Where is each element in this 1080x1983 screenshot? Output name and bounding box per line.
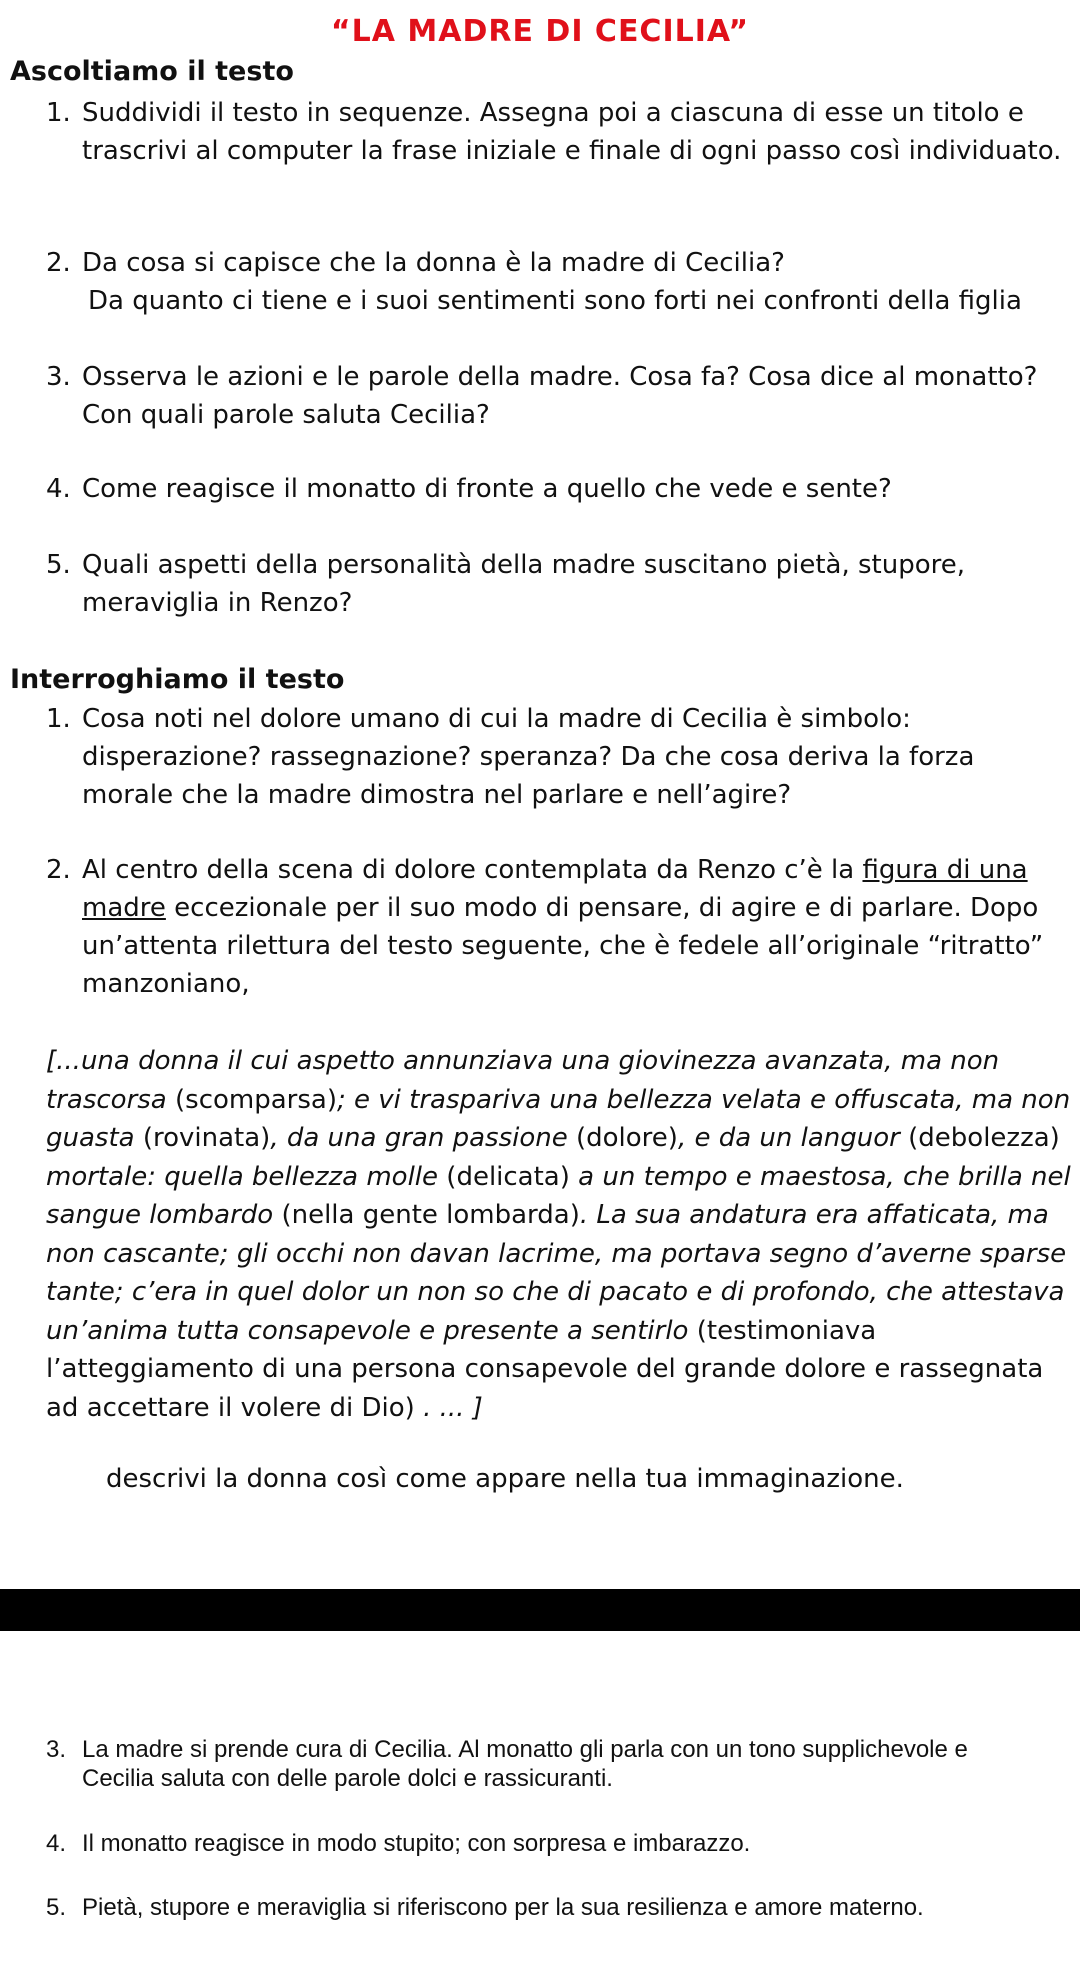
quote-segment: , da una gran passione (270, 1123, 576, 1153)
quote-gloss: (debolezza) (908, 1123, 1060, 1153)
answer-question-2: Da quanto ci tiene e i suoi sentimenti sono forti nei confronti della figlia (88, 286, 1022, 316)
question-3 (46, 358, 1066, 434)
quote-segment: mortale: quella bellezza molle (46, 1161, 447, 1192)
question-text (82, 851, 1066, 1003)
question-number: 3. (46, 362, 71, 392)
question-number: 4. (46, 474, 71, 504)
question-text-before: Al centro della scena di dolore contemplata da Renzo c’è la (82, 855, 863, 885)
answer-5 (46, 1893, 1046, 1922)
answer-text: La madre si prende cura di Cecilia. Al monatto gli parla con un tono supplichevole e Cecilia saluta con delle parole dolci e rassicuranti. (82, 1736, 968, 1792)
quote-gloss: (nella gente lombarda) (281, 1200, 580, 1230)
answer-text: Pietà, stupore e meraviglia si riferiscono per la sua resilienza e amore materno. (82, 1894, 924, 1921)
question-4 (46, 470, 1066, 508)
answer-3 (46, 1735, 1046, 1793)
quote-segment: . ... ] (414, 1392, 483, 1423)
quote-segment: a un tempo e maestosa, che brilla nel sangue lombardo (46, 1161, 1071, 1230)
question-text-after: eccezionale per il suo modo di pensare, di agire e di parlare. Dopo un’attenta rilettura del testo seguente, che è fedele all’originale “ritratto” manzoniano, (82, 893, 1044, 999)
quote-gloss: (testimoniava l’atteggiamento di una persona consapevole del grande dolore e rassegnata ad accettare il volere di Dio) (46, 1315, 1044, 1423)
instruction-text: descrivi la donna così come appare nella tua immaginazione. (106, 1464, 904, 1494)
answer-number: 5. (46, 1894, 67, 1921)
manzoni-quote (46, 1042, 1076, 1427)
question-number: 2. (46, 855, 71, 885)
quote-segment: [...una donna il cui aspetto annunziava una giovinezza avanzata, ma non trascorsa (46, 1046, 1000, 1115)
question-text: Osserva le azioni e le parole della madre. Cosa fa? Cosa dice al monatto? Con quali parole saluta Cecilia? (82, 362, 1038, 430)
redaction-bar (0, 1589, 1080, 1631)
question-5 (46, 546, 1066, 622)
question-number: 2. (46, 248, 71, 278)
quote-segment: ; e vi traspariva una bellezza velata e offuscata, ma non guasta (46, 1084, 1071, 1153)
section-heading-interroghiamo: Interroghiamo il testo (10, 664, 345, 695)
question-s2-1 (46, 700, 1066, 814)
question-text: Da cosa si capisce che la donna è la madre di Cecilia? (82, 248, 785, 278)
question-number: 1. (46, 98, 71, 128)
quote-gloss: (dolore) (575, 1123, 678, 1153)
question-number: 1. (46, 704, 71, 734)
question-1 (46, 94, 1066, 170)
question-text: Cosa noti nel dolore umano di cui la madre di Cecilia è simbolo: disperazione? rassegnazione? speranza? Da che cosa deriva la forza morale che la madre dimostra nel parlare e nell’agire? (82, 704, 975, 810)
section-heading-ascoltiamo: Ascoltiamo il testo (10, 56, 294, 87)
question-2 (46, 244, 1066, 282)
underlined-phrase: figura di una madre (82, 855, 1028, 923)
answer-number: 3. (46, 1736, 67, 1763)
answer-number: 4. (46, 1830, 67, 1857)
quote-gloss: (rovinata) (142, 1123, 271, 1153)
question-text: Come reagisce il monatto di fronte a quello che vede e sente? (82, 474, 892, 504)
question-text: Suddividi il testo in sequenze. Assegna poi a ciascuna di esse un titolo e trascrivi al computer la frase iniziale e finale di ogni passo così individuato. (82, 98, 1062, 166)
question-s2-2 (46, 851, 1066, 1003)
quote-gloss: (scomparsa) (175, 1084, 337, 1115)
answer-text: Il monatto reagisce in modo stupito; con sorpresa e imbarazzo. (82, 1830, 751, 1857)
answer-4 (46, 1829, 1046, 1858)
quote-segment: , e da un languor (677, 1123, 909, 1153)
quote-segment: . La sua andatura era affaticata, ma non cascante; gli occhi non davan lacrime, ma portava segno d’averne sparse tante; c’era in quel dolor un non so che di pacato e di profondo, che attestava un’anima tutta consapevole e presente a sentirlo (46, 1200, 1067, 1346)
question-number: 5. (46, 550, 71, 580)
question-text: Quali aspetti della personalità della madre suscitano pietà, stupore, meraviglia in Renzo? (82, 550, 966, 618)
quote-gloss: (delicata) (446, 1161, 570, 1192)
page-title: “LA MADRE DI CECILIA” (330, 14, 750, 49)
